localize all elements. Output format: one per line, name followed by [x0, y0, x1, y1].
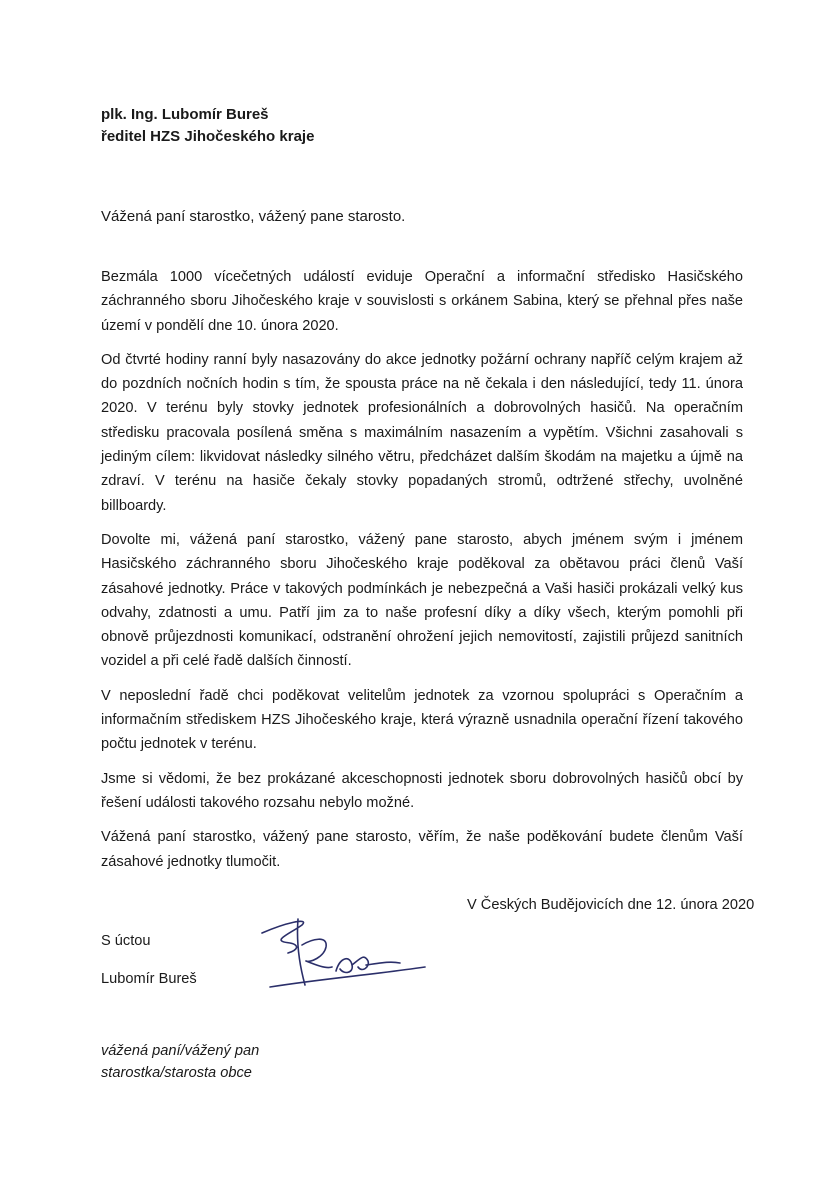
letter-body — [101, 265, 743, 884]
paragraph: Vážená paní starostko, vážený pane starosto, věřím, že naše poděkování budete členům Vaší zásahové jednotky tlumočit. — [101, 829, 743, 870]
addressee-line: starostka/starosta obce — [101, 1065, 252, 1081]
paragraph: V neposlední řadě chci poděkovat velitelům jednotek za vzornou spolupráci s Operačním a informačním střediskem HZS Jihočeského kraje, která výrazně usnadnila operační řízení takového počtu jednotek v terénu. — [101, 687, 743, 753]
paragraph: Jsme si vědomi, že bez prokázané akceschopnosti jednotek sboru dobrovolných hasičů obcí by řešení události takového rozsahu nebylo možné. — [101, 770, 743, 811]
signer-name: Lubomír Bureš — [101, 971, 197, 987]
paragraph: Bezmála 1000 vícečetných událostí eviduje Operační a informační středisko Hasičského záchranného sboru Jihočeského kraje v souvislosti s orkánem Sabina, který se přehnal přes naše území v pondělí dne 10. února 2020. — [101, 269, 743, 334]
addressee-line: vážená paní/vážený pan — [101, 1043, 260, 1059]
sender-name: plk. Ing. Lubomír Bureš — [101, 106, 269, 123]
salutation: Vážená paní starostko, vážený pane starosto. — [101, 208, 406, 225]
paragraph: Dovolte mi, vážená paní starostko, vážený pane starosto, abych jménem svým i jménem Hasičského záchranného sboru Jihočeského kraje poděkoval za obětavou práci členů Vaší zásahové jednotky. Práce v takových podmínkách je nebezpečná a Vaši hasiči prokázali velký kus odvahy, zdatnosti a umu. Patří jim za to naše profesní díky a díky všech, kterým pomohli při obnově průjezdnosti komunikací, odstranění ohrožení jejich nemovitostí, zajistili průjezd sanitních vozidel a při celé řadě dalších činností. — [101, 531, 743, 670]
sender-block — [101, 104, 314, 148]
addressee-block — [101, 1040, 259, 1084]
paragraph: Od čtvrté hodiny ranní byly nasazovány do akce jednotky požární ochrany napříč celým krajem až do pozdních nočních hodin s tím, že spousta práce na ně čekala i den následující, tedy 11. února 2020. V terénu byly stovky jednotek profesionálních a dobrovolných hasičů. Na operačním středisku pracovala posílená směna s maximálním nasazením a vypětím. Všichni zasahovali s jediným cílem: likvidovat následky silného větru, předcházet dalším škodám na majetku a újmě na zdraví. V terénu na hasiče čekaly stovky popadaných stromů, odtržené střechy, uvolněné billboardy. — [101, 351, 743, 514]
sender-title: ředitel HZS Jihočeského kraje — [101, 128, 315, 145]
place-date: V Českých Budějovicích dne 12. února 2020 — [467, 897, 755, 913]
closing: S úctou — [101, 933, 151, 949]
signature — [240, 905, 440, 1005]
